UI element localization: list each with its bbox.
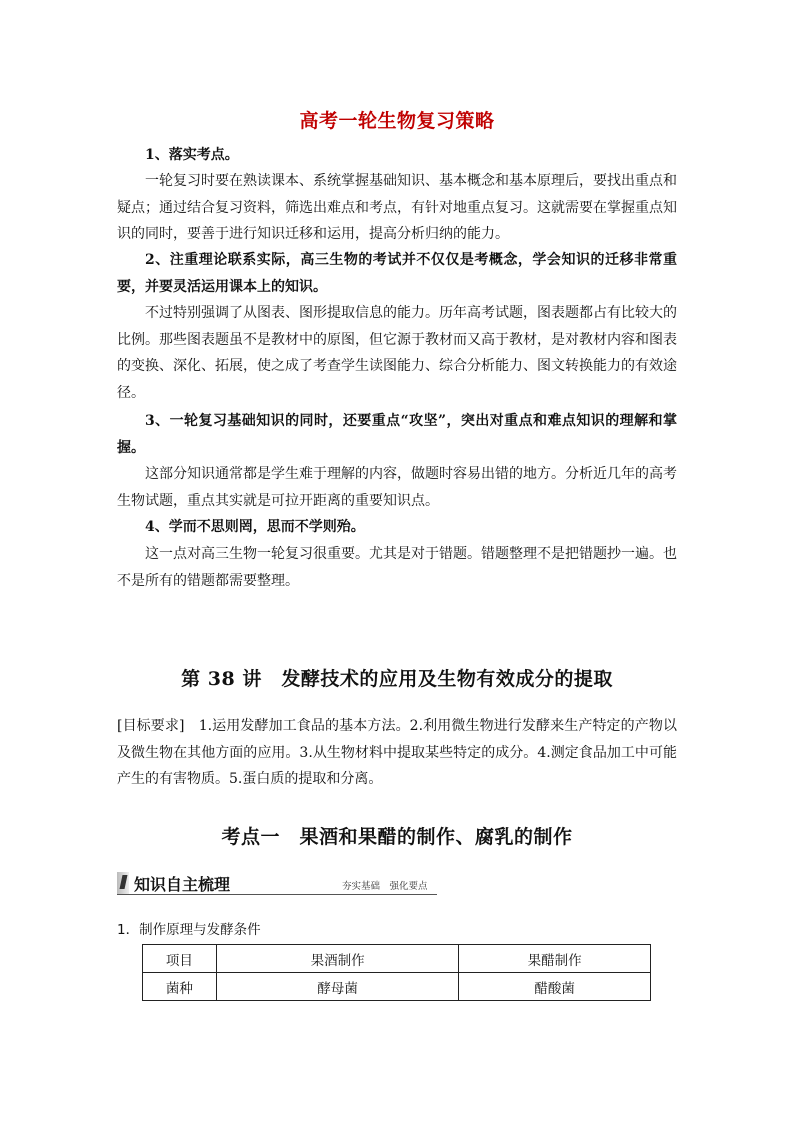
table-header-row	[143, 945, 651, 973]
section-bar-title: 知识自主梳理	[134, 875, 231, 894]
table-cell: 醋酸菌	[459, 973, 651, 1001]
table-row	[143, 973, 651, 1001]
strategy-point-3-text: 这部分知识通常都是学生难于理解的内容，做题时容易出错的地方。分析近几年的高考生物试题，重点其实就是可拉开距离的重要知识点。	[117, 466, 677, 509]
table-header-cell: 项目	[143, 945, 217, 973]
table-header-cell: 果酒制作	[216, 945, 459, 973]
table-cell: 菌种	[143, 973, 217, 1001]
table-cell: 酵母菌	[216, 973, 459, 1001]
strategy-point-2-text: 不过特别强调了从图表、图形提取信息的能力。历年高考试题，图表题都占有比较大的比例。那些图表题虽不是教材中的原图，但它源于教材而又高于教材，是对教材内容和图表的变换、深化、拓展，使之成了考查学生读图能力、综合分析能力、图文转换能力的有效途径。	[117, 305, 677, 401]
strategy-point-2-heading: 2、注重理论联系实际，高三生物的考试并不仅仅是考概念，学会知识的迁移非常重要，并要灵活运用课本上的知识。	[117, 252, 677, 295]
section-bar	[117, 872, 437, 895]
table-header-cell: 果醋制作	[459, 945, 651, 973]
strategy-point-3-heading: 3、一轮复习基础知识的同时，还要重点“攻坚”，突出对重点和难点知识的理解和掌握。	[117, 413, 677, 456]
fermentation-table	[142, 944, 651, 1001]
section-bar-subtitle: 夯实基础 强化要点	[342, 881, 428, 892]
strategy-point-4-heading: 4、学而不思则罔，思而不学则殆。	[145, 519, 365, 535]
target-text: 1.运用发酵加工食品的基本方法。2.利用微生物进行发酵来生产特定的产物以及微生物在其他方面的应用。3.从生物材料中提取某些特定的成分。4.测定食品加工中可能产生的有害物质。5.蛋白质的提取和分离。	[117, 718, 677, 787]
lecture-title: 第 38 讲 发酵技术的应用及生物有效成分的提取	[181, 668, 613, 690]
strategy-point-4-text: 这一点对高三生物一轮复习很重要。尤其是对于错题。错题整理不是把错题抄一遍。也不是所有的错题都需要整理。	[117, 546, 677, 589]
subsection-title: 1．制作原理与发酵条件	[117, 922, 261, 938]
strategy-title: 高考一轮生物复习策略	[299, 110, 495, 132]
kaodian-title: 考点一 果酒和果醋的制作、腐乳的制作	[221, 826, 573, 848]
strategy-point-1-heading: 1、落实考点。	[145, 147, 239, 163]
strategy-point-1-text: 一轮复习时要在熟读课本、系统掌握基础知识、基本概念和基本原理后，要找出重点和疑点；通过结合复习资料，筛选出难点和考点，有针对地重点复习。这就需要在掌握重点知识的同时，要善于进行知识迁移和运用，提高分析归纳的能力。	[117, 173, 677, 242]
target-label: [目标要求]	[117, 718, 185, 734]
target-requirements	[117, 713, 677, 793]
